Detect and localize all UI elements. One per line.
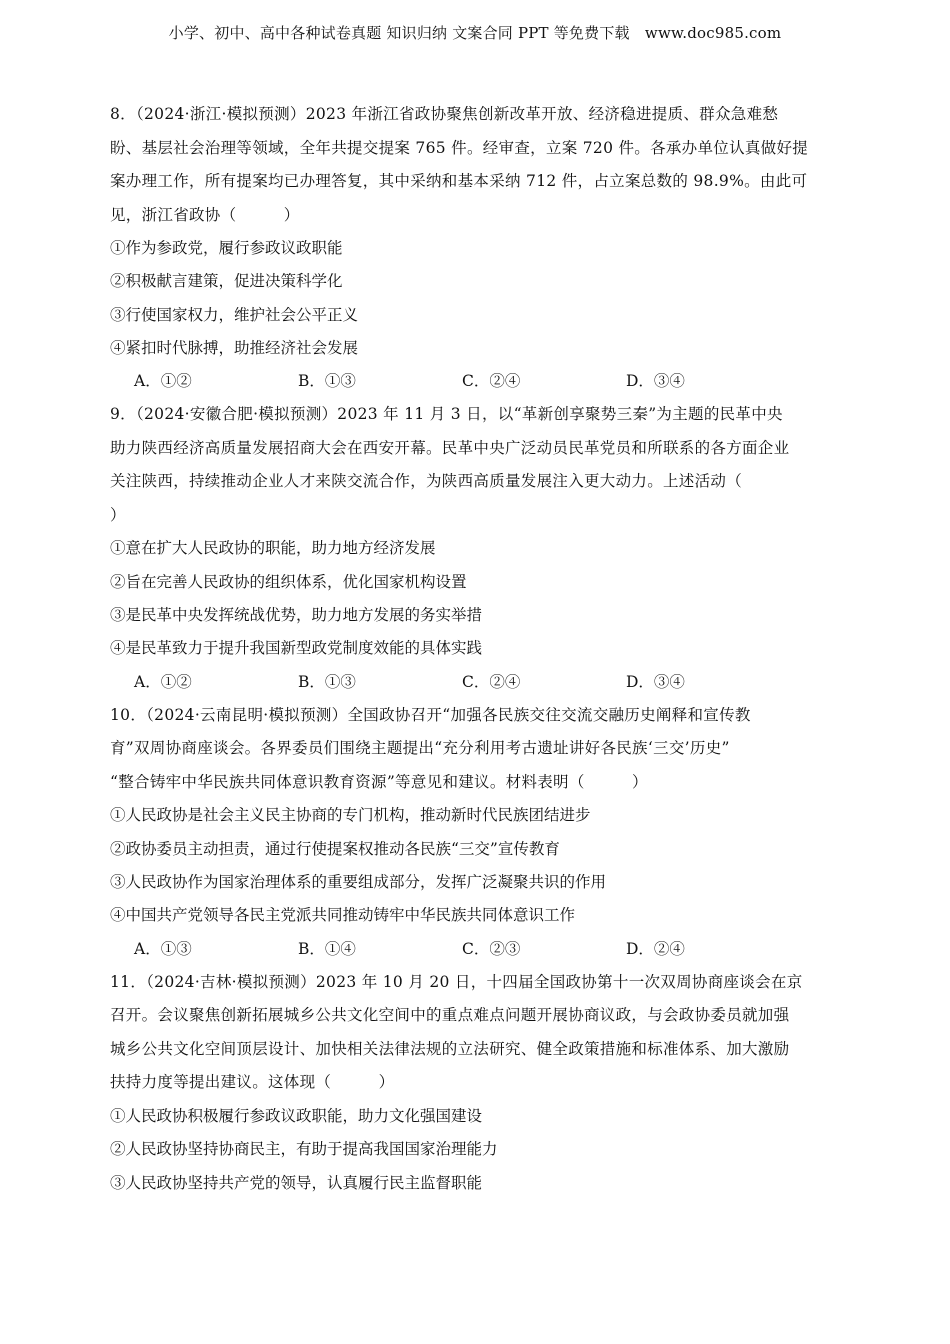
question-10 — [110, 699, 840, 966]
stem-line: 扶持力度等提出建议。这体现（ ） — [110, 1073, 395, 1092]
stem-line: 关注陕西，持续推动企业人才来陕交流合作，为陕西高质量发展注入更大动力。上述活动（ — [110, 472, 743, 491]
choice-d: D．②④ — [626, 939, 685, 958]
answer-choices — [110, 365, 840, 398]
statement-option: ④是民革致力于提升我国新型政党制度效能的具体实践 — [110, 639, 483, 658]
statement-option: ①作为参政党，履行参政议政职能 — [110, 239, 343, 257]
question-stem — [110, 966, 840, 1100]
statement-option: ①人民政协积极履行参政议政职能，助力文化强国建设 — [110, 1106, 483, 1125]
stem-line: 盼、基层社会治理等领域，全年共提交提案 765 件。经审查，立案 720 件。各承办单位认真做好提 — [110, 138, 809, 157]
statement-option: ①人民政协是社会主义民主协商的专门机构，推动新时代民族团结进步 — [110, 806, 591, 825]
stem-line: 育”双周协商座谈会。各界委员们围绕主题提出“充分利用考古遗址讲好各民族‘三交’历史” — [110, 739, 730, 758]
stem-line: 10．（2024·云南昆明·模拟预测）全国政协召开“加强各民族交往交流交融历史阐释和宣传教 — [110, 705, 751, 724]
choice-a: A．①② — [134, 672, 192, 691]
choice-a: A．①③ — [134, 939, 192, 958]
question-stem — [110, 98, 840, 232]
question-list — [110, 98, 840, 1200]
statement-option: ②旨在完善人民政协的组织体系，优化国家机构设置 — [110, 572, 467, 591]
statement-option: ②政协委员主动担责，通过行使提案权推动各民族“三交”宣传教育 — [110, 839, 560, 858]
choice-c: C．②③ — [462, 939, 521, 958]
choice-c: C．②④ — [462, 372, 521, 391]
stem-line: ） — [110, 505, 126, 524]
statement-option: ②积极献言建策，促进决策科学化 — [110, 272, 343, 291]
question-9 — [110, 398, 840, 698]
choice-d: D．③④ — [626, 372, 685, 391]
stem-line: 8．（2024·浙江·模拟预测）2023 年浙江省政协聚焦创新改革开放、经济稳进提质、群众急难愁 — [110, 105, 779, 123]
question-8 — [110, 98, 840, 398]
choice-d: D．③④ — [626, 672, 685, 691]
stem-line: “整合铸牢中华民族共同体意识教育资源”等意见和建议。材料表明（ ） — [110, 772, 648, 791]
question-11 — [110, 966, 840, 1200]
statement-option: ③是民革中央发挥统战优势，助力地方发展的务实举措 — [110, 606, 483, 625]
answer-choices — [110, 666, 840, 699]
stem-line: 案办理工作，所有提案均已办理答复，其中采纳和基本采纳 712 件，占立案总数的 98.9%。由此可 — [110, 172, 808, 190]
stem-line: 9．（2024·安徽合肥·模拟预测）2023 年 11 月 3 日，以“革新创享聚势三秦”为主题的民革中央 — [110, 405, 783, 424]
stem-line: 城乡公共文化空间顶层设计、加快相关法律法规的立法研究、健全政策措施和标准体系、加大激励 — [110, 1039, 790, 1058]
choice-b: B．①④ — [298, 939, 356, 958]
statement-option: ③人民政协作为国家治理体系的重要组成部分，发挥广泛凝聚共识的作用 — [110, 873, 607, 892]
question-stem — [110, 398, 840, 532]
statement-option: ③人民政协坚持共产党的领导，认真履行民主监督职能 — [110, 1173, 483, 1192]
statement-option: ④中国共产党领导各民主党派共同推动铸牢中华民族共同体意识工作 — [110, 906, 576, 925]
statement-option: ②人民政协坚持协商民主，有助于提高我国国家治理能力 — [110, 1140, 498, 1159]
choice-b: B．①③ — [298, 372, 356, 391]
stem-line: 见，浙江省政协（ ） — [110, 205, 300, 224]
statement-option: ④紧扣时代脉搏，助推经济社会发展 — [110, 338, 359, 357]
question-stem — [110, 699, 840, 800]
statement-option: ①意在扩大人民政协的职能，助力地方经济发展 — [110, 539, 436, 558]
stem-line: 11．（2024·吉林·模拟预测）2023 年 10 月 20 日，十四届全国政协第十一次双周协商座谈会在京 — [110, 972, 803, 991]
answer-choices — [110, 933, 840, 966]
statement-option: ③行使国家权力，维护社会公平正义 — [110, 305, 359, 324]
stem-line: 助力陕西经济高质量发展招商大会在西安开幕。民革中央广泛动员民革党员和所联系的各方面企业 — [110, 438, 790, 457]
choice-b: B．①③ — [298, 672, 356, 691]
page-header: 小学、初中、高中各种试卷真题 知识归纳 文案合同 PPT 等免费下载 www.doc985.com — [168, 24, 782, 42]
choice-a: A．①② — [134, 372, 192, 391]
stem-line: 召开。会议聚焦创新拓展城乡公共文化空间中的重点难点问题开展协商议政，与会政协委员就加强 — [110, 1006, 790, 1025]
choice-c: C．②④ — [462, 672, 521, 691]
